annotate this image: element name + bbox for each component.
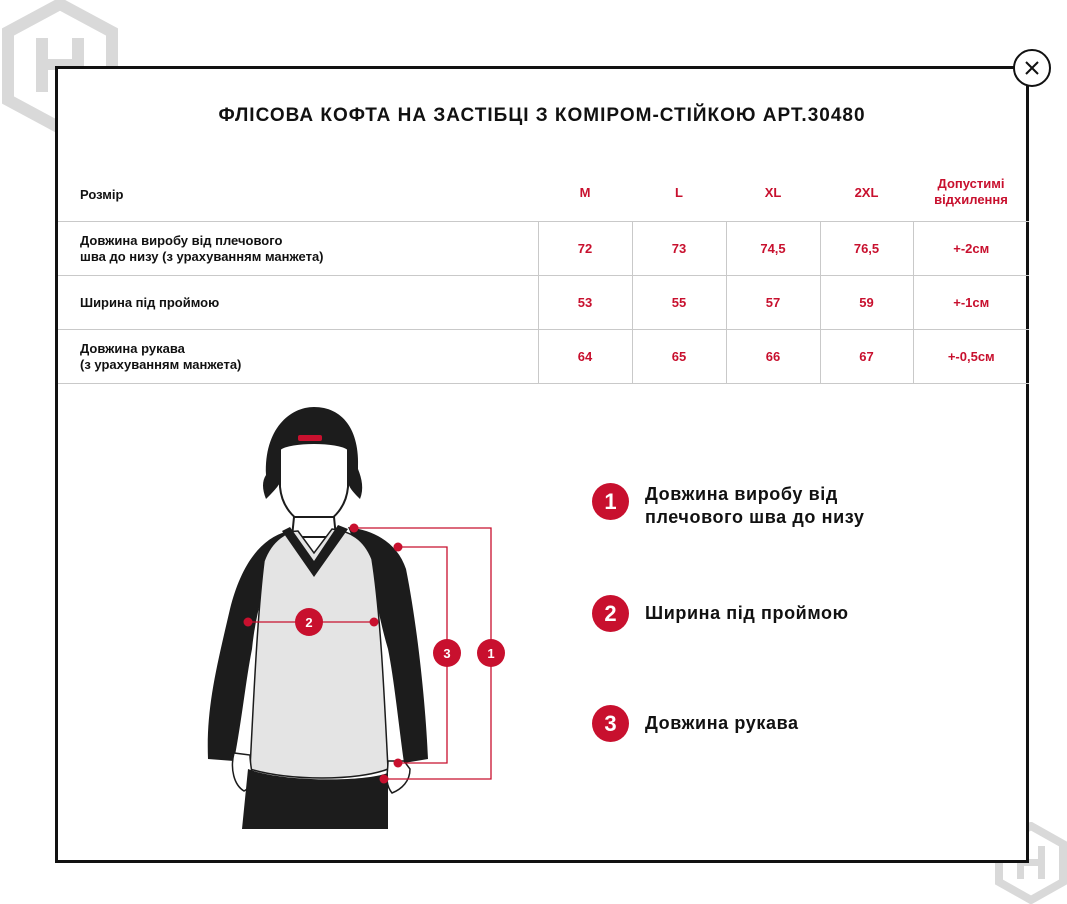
legend-badge: 2 — [592, 595, 629, 632]
row-label-line1: Довжина рукава — [80, 340, 185, 356]
header-deviation-line1: Допустимі — [937, 176, 1005, 191]
cell-value: 65 — [632, 330, 726, 384]
cap-logo — [298, 435, 322, 441]
row-label-line2: шва до низу (з урахуванням манжета) — [80, 248, 324, 264]
legend-text — [645, 483, 945, 529]
row-label-line1: Ширина під проймою — [80, 294, 220, 310]
legend-text: Довжина рукава — [645, 713, 799, 733]
legend-line1: Довжина виробу від — [645, 484, 838, 504]
diagram-marker-1 — [477, 639, 505, 667]
legend-item-2 — [592, 595, 945, 632]
diagram-marker-3 — [433, 639, 461, 667]
cell-value: 55 — [632, 276, 726, 330]
cell-value: 59 — [820, 276, 913, 330]
cell-deviation: +-2см — [913, 222, 1029, 276]
close-button[interactable] — [1013, 49, 1051, 87]
row-label-line2: (з урахуванням манжета) — [80, 356, 242, 372]
header-size-2xl: 2XL — [854, 184, 879, 200]
cell-value: 57 — [726, 276, 820, 330]
row-label-line1: Довжина виробу від плечового — [80, 232, 283, 248]
model-measurement-illustration — [58, 69, 1029, 863]
cell-value: 72 — [538, 222, 632, 276]
legend-item-3 — [592, 705, 945, 742]
cell-deviation: +-1см — [913, 276, 1029, 330]
legend-line2: плечового шва до низу — [645, 507, 865, 527]
cell-value: 66 — [726, 330, 820, 384]
header-deviation-line2: відхилення — [934, 192, 1008, 207]
legend-text: Ширина під проймою — [645, 603, 849, 623]
legend-badge: 3 — [592, 705, 629, 742]
header-size-m: M — [579, 184, 591, 200]
legend-item-1 — [592, 483, 945, 529]
header-size-l: L — [675, 184, 683, 200]
cell-value: 74,5 — [726, 222, 820, 276]
diagram-marker-2 — [295, 608, 323, 636]
cell-value: 67 — [820, 330, 913, 384]
close-icon — [1025, 61, 1039, 75]
cell-value: 76,5 — [820, 222, 913, 276]
svg-text:3: 3 — [443, 646, 451, 661]
cell-value: 73 — [632, 222, 726, 276]
legend-badge: 1 — [592, 483, 629, 520]
svg-text:1: 1 — [487, 646, 495, 661]
svg-text:2: 2 — [305, 615, 313, 630]
cell-value: 64 — [538, 330, 632, 384]
header-size-label: Розмір — [80, 187, 124, 202]
cell-value: 53 — [538, 276, 632, 330]
modal-title: ФЛІСОВА КОФТА НА ЗАСТІБЦІ З КОМІРОМ-СТІЙКОЮ АРТ.30480 — [218, 105, 866, 126]
cell-deviation: +-0,5см — [913, 330, 1029, 384]
size-chart-modal — [55, 66, 1029, 863]
model-face — [280, 443, 348, 525]
header-size-xl: XL — [764, 184, 782, 200]
